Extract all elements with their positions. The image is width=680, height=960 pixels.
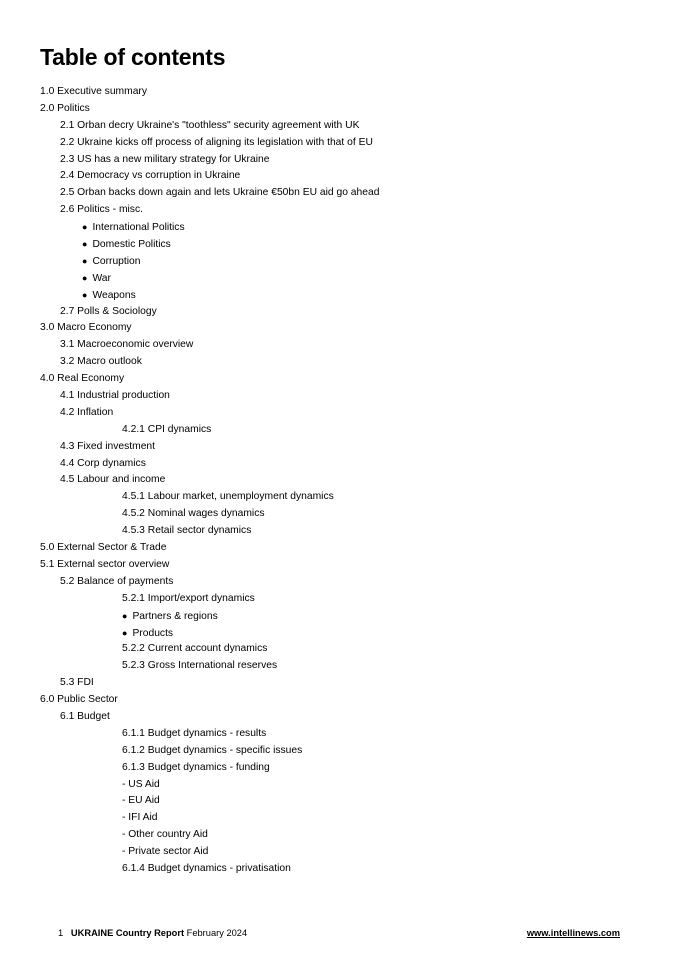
footer-info — [58, 928, 247, 938]
toc-entry-label: - Other country Aid — [122, 829, 208, 841]
toc-entry[interactable] — [40, 202, 640, 219]
website-link[interactable]: www.intellinews.com — [526, 928, 620, 938]
footer-date: February 2024 — [186, 928, 248, 938]
toc-entry-label: 3.0 Macro Economy — [40, 322, 132, 334]
toc-entry-label: 2.3 US has a new military strategy for Ukraine — [60, 153, 270, 165]
toc-entry[interactable] — [40, 489, 640, 506]
toc-entry[interactable] — [40, 726, 640, 743]
toc-entry[interactable] — [40, 405, 640, 422]
toc-entry[interactable] — [40, 253, 640, 270]
toc-entry-label: - IFI Aid — [122, 812, 158, 824]
toc-entry[interactable] — [40, 557, 640, 574]
page-title: Table of contents — [40, 44, 226, 70]
toc-entry-label: - Private sector Aid — [122, 846, 209, 858]
toc-entry[interactable] — [40, 506, 640, 523]
toc-entry-label: 6.1.4 Budget dynamics - privatisation — [122, 862, 291, 874]
toc-entry-label: Partners & regions — [132, 610, 218, 622]
toc-entry-label: 6.0 Public Sector — [40, 694, 118, 706]
toc-entry-label: 2.1 Orban decry Ukraine's "toothless" security agreement with UK — [60, 119, 360, 131]
toc-entry-label: 4.4 Corp dynamics — [60, 457, 146, 469]
toc-entry-label: 5.2.2 Current account dynamics — [122, 643, 268, 655]
toc-entry-label: 2.4 Democracy vs corruption in Ukraine — [60, 170, 241, 182]
toc-entry[interactable] — [40, 658, 640, 675]
bullet-icon: ● — [82, 272, 88, 283]
toc-entry[interactable] — [40, 304, 640, 321]
toc-entry[interactable] — [40, 219, 640, 236]
toc-entry-label: Products — [132, 627, 174, 639]
bullet-icon: ● — [82, 255, 88, 266]
toc-entry-label: 4.1 Industrial production — [60, 390, 170, 402]
bullet-icon: ● — [82, 289, 88, 300]
toc-entry-label: 5.0 External Sector & Trade — [40, 542, 167, 554]
toc-entry[interactable] — [40, 675, 640, 692]
toc-entry[interactable] — [40, 810, 640, 827]
toc-entry-label: 5.2.1 Import/export dynamics — [122, 592, 255, 604]
toc-entry-label: 2.7 Polls & Sociology — [60, 305, 157, 317]
page-footer — [58, 928, 620, 938]
toc-entry-label: Weapons — [92, 289, 136, 301]
footer-report: Country Report — [115, 928, 185, 938]
toc-entry[interactable] — [40, 270, 640, 287]
toc-entry[interactable] — [40, 456, 640, 473]
toc-entry[interactable] — [40, 320, 640, 337]
toc-entry[interactable] — [40, 118, 640, 135]
toc-entry[interactable] — [40, 861, 640, 878]
toc-entry-label: 4.3 Fixed investment — [60, 440, 156, 452]
toc-entry[interactable] — [40, 236, 640, 253]
toc-entry[interactable] — [40, 760, 640, 777]
toc-entry-label: 4.5.2 Nominal wages dynamics — [122, 508, 265, 520]
table-of-contents — [40, 84, 640, 878]
toc-entry-label: 6.1.1 Budget dynamics - results — [122, 727, 267, 739]
bullet-icon: ● — [122, 627, 128, 638]
toc-entry[interactable] — [40, 641, 640, 658]
toc-entry[interactable] — [40, 777, 640, 794]
toc-entry[interactable] — [40, 439, 640, 456]
toc-entry-label: 5.2 Balance of payments — [60, 575, 174, 587]
toc-entry-label: 5.1 External sector overview — [40, 558, 170, 570]
toc-entry-label: 6.1.2 Budget dynamics - specific issues — [122, 744, 303, 756]
toc-entry-label: Domestic Politics — [92, 239, 171, 251]
toc-entry[interactable] — [40, 472, 640, 489]
footer-country: UKRAINE — [70, 928, 114, 938]
toc-entry[interactable] — [40, 709, 640, 726]
toc-entry[interactable] — [40, 540, 640, 557]
toc-entry-label: 4.5.1 Labour market, unemployment dynamics — [122, 491, 334, 503]
toc-entry[interactable] — [40, 793, 640, 810]
toc-entry-label: International Politics — [92, 222, 185, 234]
toc-entry-label: 3.1 Macroeconomic overview — [60, 339, 194, 351]
toc-entry-label: 4.0 Real Economy — [40, 373, 125, 385]
toc-entry[interactable] — [40, 591, 640, 608]
toc-entry[interactable] — [40, 168, 640, 185]
toc-entry[interactable] — [40, 523, 640, 540]
bullet-icon: ● — [82, 239, 88, 250]
toc-entry[interactable] — [40, 608, 640, 625]
toc-entry-label: - US Aid — [122, 778, 160, 790]
toc-entry[interactable] — [40, 743, 640, 760]
toc-entry[interactable] — [40, 692, 640, 709]
toc-entry-label: - EU Aid — [122, 795, 160, 807]
toc-entry[interactable] — [40, 185, 640, 202]
page-number: 1 — [58, 928, 64, 938]
toc-entry-label: 2.6 Politics - misc. — [60, 204, 143, 216]
toc-entry-label: Corruption — [92, 255, 141, 267]
toc-entry-label: 2.5 Orban backs down again and lets Ukraine €50bn EU aid go ahead — [60, 187, 380, 199]
toc-entry[interactable] — [40, 625, 640, 642]
toc-entry[interactable] — [40, 827, 640, 844]
toc-entry-label: 6.1.3 Budget dynamics - funding — [122, 761, 270, 773]
toc-entry-label: War — [92, 272, 111, 284]
toc-entry-label: 2.0 Politics — [40, 102, 90, 114]
toc-entry[interactable] — [40, 101, 640, 118]
toc-entry-label: 6.1 Budget — [60, 710, 110, 722]
toc-entry-label: 5.2.3 Gross International reserves — [122, 660, 278, 672]
toc-entry[interactable] — [40, 287, 640, 304]
toc-entry[interactable] — [40, 844, 640, 861]
toc-entry[interactable] — [40, 84, 640, 101]
toc-entry[interactable] — [40, 152, 640, 169]
toc-entry-label: 4.5 Labour and income — [60, 474, 166, 486]
toc-entry-label: 2.2 Ukraine kicks off process of aligning its legislation with that of EU — [60, 136, 373, 148]
bullet-icon: ● — [122, 610, 128, 621]
toc-entry[interactable] — [40, 574, 640, 591]
toc-entry[interactable] — [40, 388, 640, 405]
bullet-icon: ● — [82, 222, 88, 233]
toc-entry-label: 4.2 Inflation — [60, 406, 114, 418]
toc-entry-label: 4.5.3 Retail sector dynamics — [122, 525, 252, 537]
toc-entry[interactable] — [40, 135, 640, 152]
toc-entry-label: 4.2.1 CPI dynamics — [122, 423, 212, 435]
toc-entry[interactable] — [40, 371, 640, 388]
toc-entry-label: 3.2 Macro outlook — [60, 356, 142, 368]
toc-entry[interactable] — [40, 337, 640, 354]
toc-entry-label: 1.0 Executive summary — [40, 86, 148, 97]
toc-entry[interactable] — [40, 422, 640, 439]
toc-entry[interactable] — [40, 354, 640, 371]
toc-entry-label: 5.3 FDI — [60, 677, 94, 689]
